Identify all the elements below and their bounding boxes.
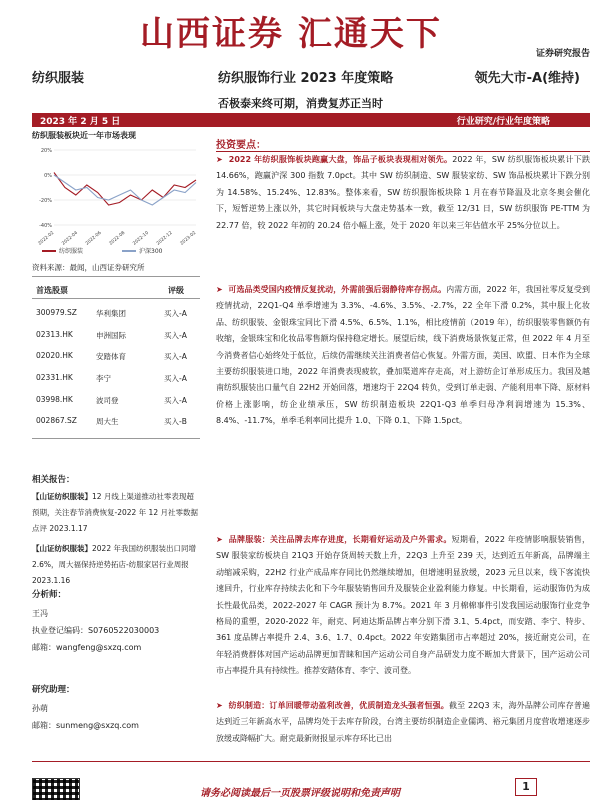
paragraph-lead: 品牌服装：关注品牌去库存进度，长期看好运动及户外需求。 xyxy=(228,535,452,544)
table-row xyxy=(32,391,200,413)
chart-title: 纺织服装板块近一年市场表现 xyxy=(32,131,136,140)
chart-source: 资料来源：最闻，山西证券研究所 xyxy=(32,263,145,272)
analyst-email[interactable]: 邮箱：wangfeng@sxzq.com xyxy=(32,643,142,652)
x-tick-label: 2022-10 xyxy=(132,230,150,247)
stock-header-name: 首选股票 xyxy=(36,286,68,295)
report-category: 行业研究/行业年度策略 xyxy=(456,117,550,127)
x-tick-label: 2023-02 xyxy=(179,230,198,247)
stock-rating: 买入-A xyxy=(164,352,187,362)
logo-text: 山西证券 汇通天下 xyxy=(140,14,442,54)
paragraph-text: 内需方面，2022 年，我国社零反复受到疫情扰动，22Q1-Q4 单季增速为 3.3%、-4.6%、3.5%、-2.7%，22 全年下滑 0.2%，其中服上化妆品、纺织服装、金银珠宝同比下滑 4.5%、6.5%、1.1%，相比疫情前（2019 年），纺织服装零售额仍有收缩，金银珠宝和化妆品零售额均保持稳定增长。展望后续，线下消费场景恢复正常，但 2022 年 4 月至今消费者信心始终处于低位，后续仍需继续关注消费者信心恢复。外需方面，美国、欧盟、日本作为全球主要纺织服装进口地，2022 年消费表现疲软，叠加渠道库存走高，对上游纺企订单形成压力。我国及越南纺织服装出口量气自 22H2 开始回落，增速均于 22Q4 转负，受到订单走弱、产能利用率下降、原材料价格上涨影响，纺企业绩承压，SW 纺织制造板块 22Q1-Q3 单季归母净利润增速为 15.3%、8.4%、-11.7%，单季毛利率同比提升 1.0、下降 0.1、下降 1.5pct。 xyxy=(216,285,591,426)
stock-rating: 买入-A xyxy=(164,374,187,384)
paragraph-3 xyxy=(216,532,590,680)
bullet-arrow-icon: ➤ xyxy=(216,285,229,294)
x-tick-label: 2022-02 xyxy=(37,230,56,247)
stock-name: 李宁 xyxy=(96,374,111,384)
stock-name: 申洲国际 xyxy=(96,330,126,340)
table-row xyxy=(32,304,200,326)
y-tick-label: 0% xyxy=(44,173,52,179)
paragraph-2 xyxy=(216,282,590,430)
related-reports xyxy=(32,473,200,589)
series-line xyxy=(54,175,196,205)
title-row xyxy=(32,67,590,87)
stock-header-rating: 评级 xyxy=(168,286,184,295)
x-tick-label: 2022-06 xyxy=(84,230,103,247)
table-row xyxy=(32,347,200,369)
assistant-heading: 研究助理： xyxy=(32,685,75,695)
analyst-license: 执业登记编码：S0760522030003 xyxy=(32,626,160,635)
page-number: 1 xyxy=(515,778,537,796)
report-title: 纺织服饰行业 2023 年度策略 xyxy=(218,71,394,86)
table-row xyxy=(32,369,200,391)
stock-code: 02313.HK xyxy=(36,329,73,339)
stock-rating: 买入-A xyxy=(164,395,187,405)
bullet-arrow-icon: ➤ xyxy=(216,701,229,710)
main-content xyxy=(216,136,591,743)
date-bar xyxy=(32,113,590,127)
legend-label: 纺织服装 xyxy=(59,248,84,255)
report-subtitle: 否极泰来终可期，消费复苏正当时 xyxy=(218,97,383,110)
report-date: 2023 年 2 月 5 日 xyxy=(40,117,121,127)
paragraph-text: 短期看，2022 年疫情影响服装销售，SW 服装家纺板块自 21Q3 开始存货周转天数上升，22Q3 上升至 239 天，达到近五年新高，品牌端主动缩减采购，22H2 行业产成品库存同比仍然继续增加，但增速明显放缓，2023 元旦以来，线下客流快速回升，行业库存持续去化和下今年服装销售回升及服装企业盈利能力修复。中长期看，运动服饰仍为成长性最优品类，2022-2027 年 CAGR 预计为 8.7%。2021 年 3 月棉棉事件引发我国运动服饰行业竞争格局的重塑，2020-2022 年，耐克、阿迪达斯品牌占率分别下滑 3.1、5.4pct，而安踏、李宁、特步、361 度品牌占率提升 2.4、3.6、1.7、0.4pct。2022 年安踏集团市占率超过 20%，接近耐克公司，在年轻消费群体对国产运动品牌更加青睐和国产运动公司自身产品研发力度不断加大背景下，国产运动公司市占率提升具有持续性。推荐安踏体育、李宁、波司登。 xyxy=(216,535,590,676)
related-report-item[interactable] xyxy=(32,489,200,537)
x-tick-label: 2022-08 xyxy=(108,230,127,247)
footer-divider xyxy=(32,761,590,762)
paragraph-text: 截至 22Q3 末，海外品牌公司库存普遍达到近三年新高水平，品牌均处于去库存阶段，台湾主要纺织制造企业儒鸿、裕元集团月度营收增速逐步放缓或降幅扩大。耐克最新财报显示库存环比已出 xyxy=(216,701,591,743)
stock-code: 02020.HK xyxy=(36,351,73,361)
analyst-heading: 分析师： xyxy=(32,590,67,600)
section-title: 投资要点： xyxy=(216,140,266,151)
y-tick-label: -40% xyxy=(39,223,52,229)
assistant-name: 孙萌 xyxy=(32,704,48,713)
table-row xyxy=(32,412,200,434)
doc-type-label: 证券研究报告 xyxy=(535,49,590,59)
stock-code: 02331.HK xyxy=(36,373,73,383)
stock-code: 03998.HK xyxy=(36,394,73,404)
market-performance-chart xyxy=(32,144,200,259)
paragraph-4 xyxy=(216,698,590,747)
analyst-name: 王冯 xyxy=(32,609,48,618)
y-tick-label: -20% xyxy=(39,198,52,204)
related-tag: 【山证纺织服装】 xyxy=(32,544,92,553)
bullet-arrow-icon: ➤ xyxy=(216,155,229,164)
assistant-email[interactable]: 邮箱：sunmeng@sxzq.com xyxy=(32,721,139,730)
stock-name: 安踏体育 xyxy=(96,352,126,362)
rating-label: 领先大市-A(维持) xyxy=(474,71,580,86)
brand-logo xyxy=(140,6,500,54)
footer-disclaimer[interactable]: 请务必阅读最后一页股票评级说明和免责声明 xyxy=(200,788,400,799)
divider xyxy=(32,298,200,299)
analyst-block xyxy=(32,588,200,659)
left-sidebar xyxy=(32,130,200,730)
related-text: 2022 年我国纺织服装出口同增 2.6%，周大福保持逆势拓店-纺服家居行业周报 2023.1.16 xyxy=(32,544,196,585)
stock-table xyxy=(32,304,200,434)
related-text: 12 月线上渠道推动社零表现超预期，关注春节消费恢复-2022 年 12 月社零数据点评 2023.1.17 xyxy=(32,492,198,533)
y-tick-label: 20% xyxy=(40,148,52,154)
stock-name: 周大生 xyxy=(96,417,119,427)
stock-code: 002867.SZ xyxy=(36,416,77,426)
stock-name: 波司登 xyxy=(96,395,119,405)
paragraph-lead: 可选品类受国内疫情反复扰动，外需前强后弱静待库存拐点。 xyxy=(228,285,447,294)
assistant-block xyxy=(32,683,200,737)
stock-rating: 买入-A xyxy=(164,309,187,318)
stock-rating: 买入-A xyxy=(164,330,187,340)
stock-rating: 买入-B xyxy=(164,417,187,427)
paragraph-1 xyxy=(216,152,590,234)
stock-code: 300979.SZ xyxy=(36,308,77,317)
x-tick-label: 2022-12 xyxy=(155,230,174,247)
paragraph-lead: 纺织制造：订单回暖带动盈利改善，优质制造龙头强者恒强。 xyxy=(228,701,449,710)
related-title: 相关报告： xyxy=(32,475,75,485)
sector-label: 纺织服装 xyxy=(32,71,85,86)
divider xyxy=(32,438,200,439)
paragraph-lead: 2022 年纺织服饰板块跑赢大盘，饰品子板块表现相对领先。 xyxy=(228,155,453,164)
bullet-arrow-icon: ➤ xyxy=(216,535,229,544)
x-tick-label: 2022-04 xyxy=(61,230,79,247)
legend-label: 沪深300 xyxy=(139,248,163,255)
table-row xyxy=(32,326,200,348)
chart-svg xyxy=(32,144,200,259)
related-tag: 【山证纺织服装】 xyxy=(32,492,92,501)
divider xyxy=(32,276,200,277)
related-report-item[interactable] xyxy=(32,541,200,589)
paragraph-text: 2022 年，SW 纺织服饰板块累计下跌 14.66%，跑赢沪深 300 指数 7.0pct。其中 SW 纺织制造、SW 服装家纺、SW 饰品板块累计下跌分别为 14.58%、15.24%、12.83%。整体来看，SW 纺织服饰板块除 1 月在春节降温及北京冬奥会催化下，短暂逆势上涨以外，其它时间板块与大盘走势基本一致，截至 12/31 日，SW 纺织服饰 PE-TTM 为 22.77 倍，较 2022 年初的 20.24 倍小幅上涨，处于 2020 年以来三年估值水平 25%分位以上。 xyxy=(216,155,590,230)
stock-name: 华利集团 xyxy=(96,309,126,318)
